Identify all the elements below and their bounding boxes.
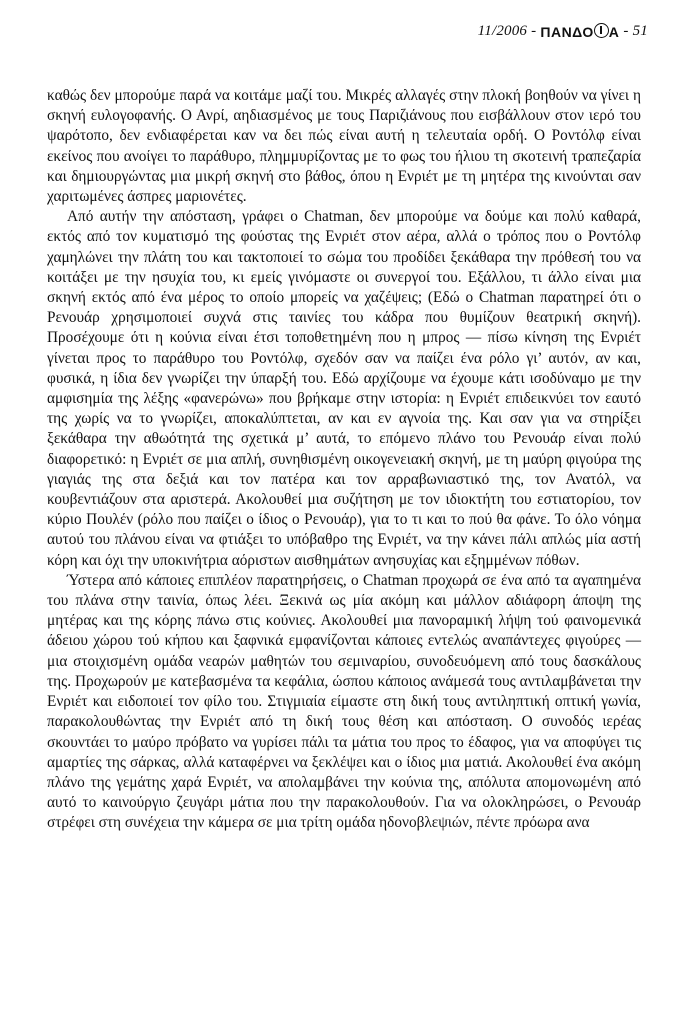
paragraph-continued: καθώς δεν μπορούμε παρά να κοιτάμε μαζί του. Μικρές αλλαγές στην πλοκή βοηθούν να γίνει η σκηνή ευλογοφανής. Ο Ανρί, αηδιασμένος με τους Παριζιάνους που εισβάλλουν στον ιερό του ψαρότοπο, δεν ενδιαφέρεται καν να δει πώς είναι αυτή η τελευταία ορδή. Ο Ροντόλφ είναι εκείνος που ανοίγει το παράθυρο, πλημμυρίζοντας με το φως του ήλιου τη σκοτεινή τραπεζαρία και δημιουργώντας μια μικρή σκηνή στο βάθος, όπου η Ενριέτ με τη μητέρα της κινούνται σαν χαριτωμένες άσπρες μαριονέτες.	[47, 87, 641, 206]
page-separator: -	[623, 22, 629, 39]
magazine-title-end: Α	[608, 24, 620, 40]
header-separator: -	[531, 22, 537, 39]
page-number: 51	[632, 22, 648, 39]
magazine-title	[540, 22, 619, 40]
pandora-logo-icon	[594, 23, 609, 38]
running-header	[478, 22, 648, 40]
issue-date: 11/2006	[477, 22, 528, 39]
paragraph: Από αυτήν την απόσταση, γράφει ο Chatman, δεν μπορούμε να δούμε και πολύ καθαρά, εκτός από τον κυματισμό της φούστας της Ενριέτ στον αέρα, αλλά ο τρόπος που ο Ροντόλφ χαμηλώνει την πλάτη του και τακτοποιεί το σώμα του προδίδει ξεκάθαρα την πρόθεσή του να κοιτάξει με την ησυχία του, κι εμείς γινόμαστε οι συνεργοί του. Εξάλλου, τι άλλο είναι μια σκηνή εκτός από ένα μέρος το οποίο μπορείς να χαζέψεις; (Εδώ ο Chatman παρατηρεί ότι ο Ρενουάρ χρησιμοποιεί συχνά στις ταινίες του κάδρα που θυμίζουν θεατρική σκηνή). Προσέχουμε ότι η κούνια είναι έτσι τοποθετημένη που η μπρος — πίσω κίνηση της Ενριέτ γίνεται προς το παράθυρο του Ροντόλφ, σχεδόν σαν να παίζει ένα ρόλο γι’ αυτόν, αν και, φυσικά, η ίδια δεν γνωρίζει την ύπαρξή του. Εδώ αρχίζουμε να έχουμε κάτι ισοδύναμο με την αμφισημία της λέξης «φανερώνω» που βρήκαμε στην ιστορία: η Ενριέτ επιδεικνύει τον εαυτό της χωρίς να το γνωρίζει, αποκαλύπτεται, αν και εν αγνοία της. Και σαν για να στηρίξει ξεκάθαρα την αθωότητά της σχετικά μ’ αυτά, το επόμενο πλάνο του Ρενουάρ είναι πολύ διαφορετικό: η Ενριέτ σε μια απλή, συνηθισμένη οικογενειακή σκηνή, με τη μαύρη φιγούρα της γιαγιάς της στα δεξιά και τον πατέρα και τον αρραβωνιαστικό της, τον Ανατόλ, να κουβεντιάζουν στα αριστερά. Ακολουθεί μια συζήτηση με τον ιδιοκτήτη του εστιατορίου, τον κύριο Πουλέν (ρόλο που παίζει ο ίδιος ο Ρενουάρ), για το τι και το πού θα φάνε. Το όλο νόημα αυτού του πλάνου είναι να φτιάξει το υπόβαθρο της Ενριέτ, να την κάνει πάλι απλώς μία αστή κόρη και όχι την υποκινήτρια αόριστων αισθημάτων ανησυχίας και εξημμένων πόθων.	[47, 208, 641, 569]
magazine-title-start: ΠΑΝΔΟ	[540, 24, 594, 40]
paragraph: Ύστερα από κάποιες επιπλέον παρατηρήσεις, ο Chatman προχωρά σε ένα από τα αγαπημένα του πλάνα στην ταινία, όπως λέει. Ξεκινά ως μία ακόμη και μάλλον αδιάφορη άποψη της μητέρας και της κόρης πάνω στις κούνιες. Ακολουθεί μια πανοραμική λήψη τού φαινομενικά άδειου χώρου τού κήπου και ξαφνικά εμφανίζονται κάποιες εντελώς αναπάντεχες φιγούρες — μια στοιχισμένη ομάδα νεαρών μαθητών του σεμιναρίου, συνοδευόμενη από τους δασκάλους της. Προχωρούν με κατεβασμένα τα κεφάλια, ώσπου κάποιος ανάμεσά τους αντιλαμβάνεται την Ενριέτ και ειδοποιεί τον φίλο του. Στιγμιαία είμαστε στη δική τους αντιληπτική οπτική γωνία, παρακολουθώντας την Ενριέτ από τη δική τους θέση και απόσταση. Ο συνοδός ιερέας σκουντάει το μαύρο πρόβατο να γυρίσει πάλι τα μάτια του προς το έδαφος, για να αποφύγει τις αμαρτίες της σάρκας, αλλά καταφέρνει να ξεκλέψει και ο ίδιος μια ματιά. Ακολουθεί ένα ακόμη πλάνο της γεμάτης χαρά Ενριέτ, να απολαμβάνει την κούνια της, απόλυτα απομονωμένη από αυτό το καινούργιο ζευγάρι μάτια που την παρακολουθούν. Για να ολοκληρώσει, ο Ρενουάρ στρέφει στη συνέχεια την κάμερα σε μια τρίτη ομάδα ηδονοβλεψιών, πέντε πρόωρα ανα	[47, 571, 641, 832]
article-body	[47, 86, 641, 834]
